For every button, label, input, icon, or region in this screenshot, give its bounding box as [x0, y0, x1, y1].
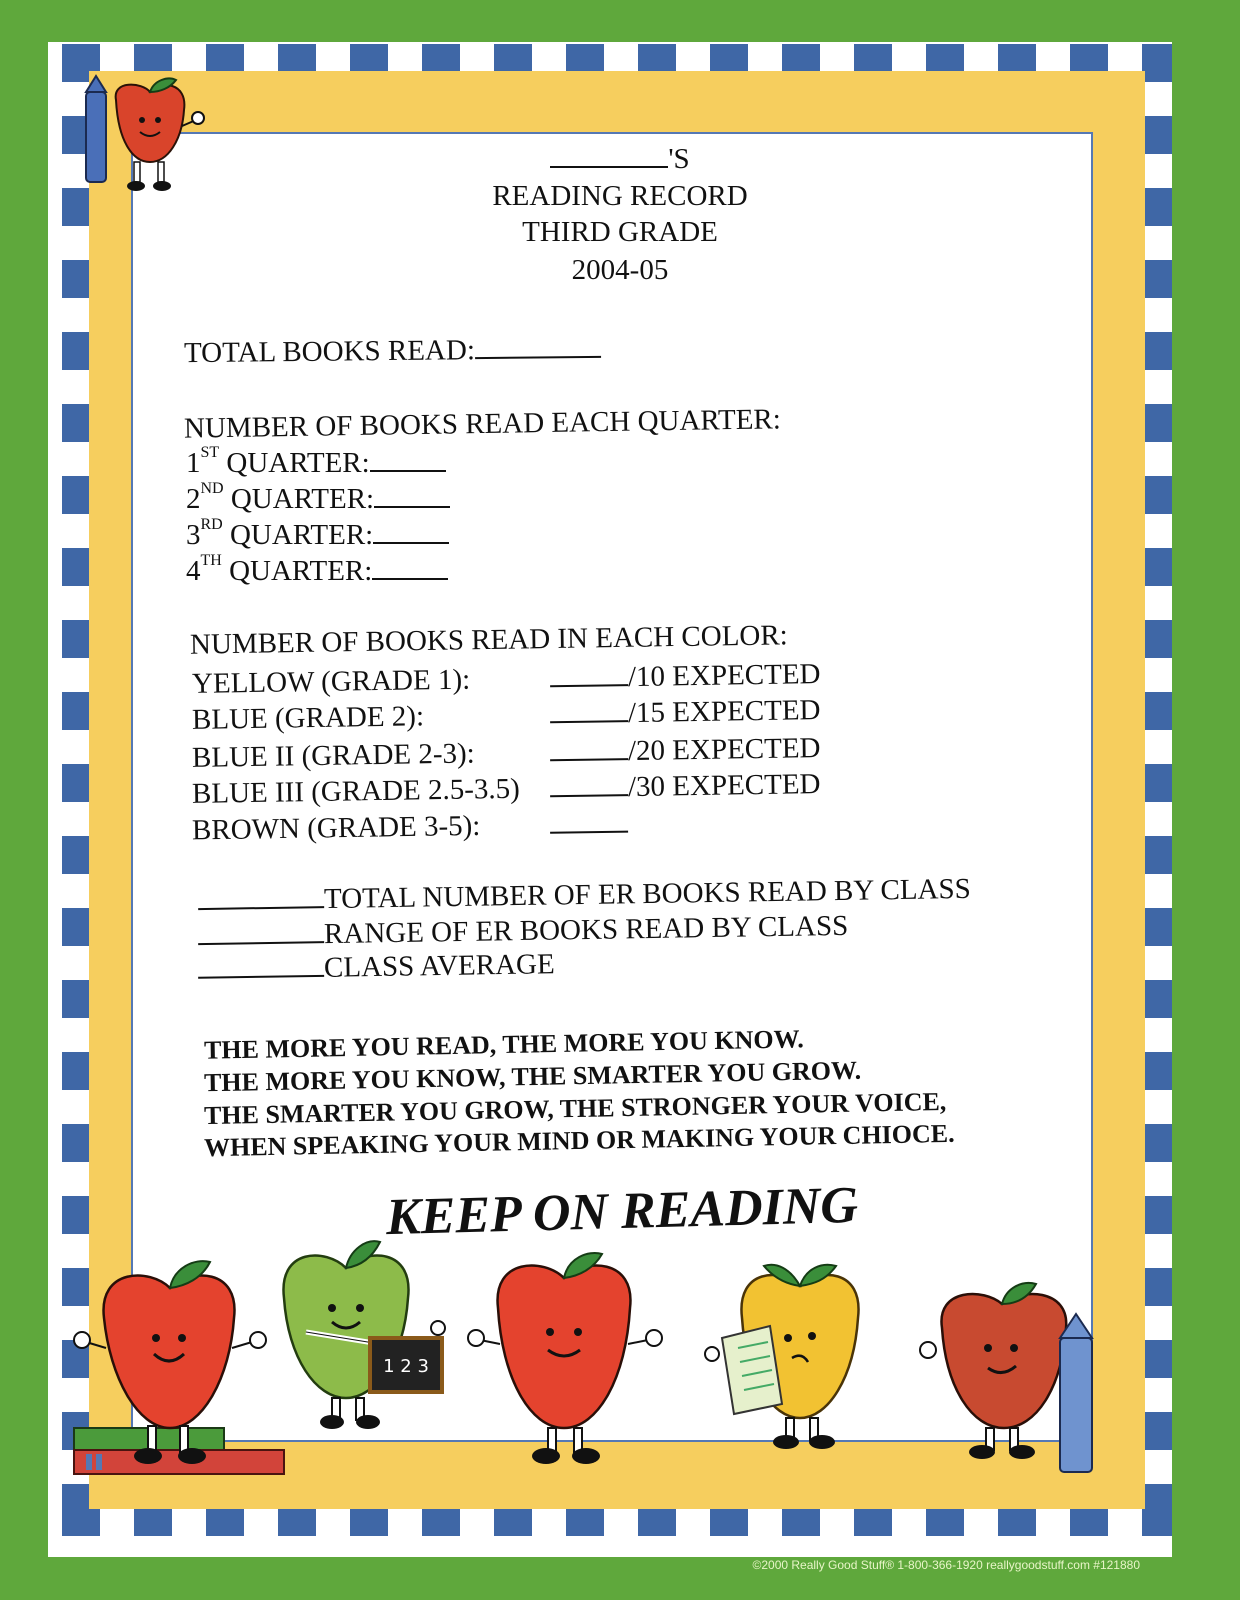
- green-apple-character: [283, 1241, 445, 1429]
- color-label: BLUE (GRADE 2):: [191, 700, 425, 736]
- quarter-row: [186, 446, 446, 480]
- color-blank: [550, 660, 628, 687]
- student-name-line: [360, 142, 880, 176]
- color-row: [192, 807, 628, 848]
- total-books-blank: [475, 332, 601, 359]
- quarter-number: 1: [186, 447, 201, 479]
- color-expected: /20 EXPECTED: [627, 732, 821, 768]
- quarter-ordinal: TH: [200, 552, 222, 569]
- class-stat-blank: [198, 951, 324, 979]
- colors-heading: NUMBER OF BOOKS READ IN EACH COLOR:: [189, 619, 788, 661]
- quarter-row: [186, 518, 449, 552]
- color-expected: /10 EXPECTED: [627, 658, 821, 694]
- class-stat-blank: [198, 917, 324, 945]
- apple-crayon-corner-illustration: [72, 70, 212, 200]
- poem-line: THE MORE YOU READ, THE MORE YOU KNOW.: [203, 1024, 804, 1065]
- class-stat-label: TOTAL NUMBER OF ER BOOKS READ BY CLASS: [323, 872, 971, 916]
- quarter-label: QUARTER:: [229, 555, 373, 587]
- red-apple-crayon-character: [920, 1283, 1092, 1472]
- quarter-ordinal: ST: [200, 444, 220, 461]
- color-blank: [550, 734, 628, 761]
- quarter-label: QUARTER:: [229, 519, 374, 551]
- keep-on-reading: KEEP ON READING: [385, 1176, 859, 1247]
- quarter-blank: [374, 482, 450, 508]
- page-title: READING RECORD: [492, 180, 748, 212]
- total-books-row: [184, 332, 601, 370]
- class-stat-label: CLASS AVERAGE: [323, 948, 555, 984]
- quarter-ordinal: RD: [200, 516, 223, 533]
- poem-line: WHEN SPEAKING YOUR MIND OR MAKING YOUR CHIOCE.: [203, 1118, 955, 1163]
- color-expected: /30 EXPECTED: [627, 768, 821, 804]
- quarter-blank: [372, 554, 448, 580]
- poem-line: THE MORE YOU KNOW, THE SMARTER YOU GROW.: [203, 1055, 862, 1098]
- quarter-blank: [370, 446, 446, 472]
- quarter-number: 2: [186, 483, 201, 515]
- color-label: BLUE III (GRADE 2.5-3.5): [191, 772, 521, 810]
- color-expected: /15 EXPECTED: [627, 694, 821, 730]
- color-blank: [550, 770, 628, 797]
- color-label: YELLOW (GRADE 1):: [191, 663, 471, 700]
- quarter-blank: [373, 518, 449, 544]
- quarter-label: QUARTER:: [230, 483, 375, 515]
- red-apple-character-2: [468, 1253, 662, 1464]
- apples-illustration-row: [70, 1228, 1150, 1498]
- quarter-row: [186, 554, 448, 588]
- quarter-row: [186, 482, 450, 516]
- class-stat-label: RANGE OF ER BOOKS READ BY CLASS: [323, 909, 849, 951]
- chalkboard-numbers: 1 2 3: [383, 1356, 429, 1377]
- yellow-apple-character: [705, 1265, 859, 1449]
- quarter-number: 3: [186, 519, 201, 551]
- grade-label: THIRD GRADE: [522, 216, 718, 248]
- name-blank: [550, 142, 668, 168]
- total-books-label: TOTAL BOOKS READ:: [183, 334, 476, 370]
- footer-copyright: ©2000 Really Good Stuff® 1-800-366-1920 reallygoodstuff.com #121880: [752, 1558, 1140, 1572]
- quarter-number: 4: [186, 555, 201, 587]
- quarter-ordinal: ND: [200, 480, 224, 497]
- poem-line: THE SMARTER YOU GROW, THE STRONGER YOUR VOICE,: [203, 1086, 947, 1131]
- quarter-label: QUARTER:: [226, 447, 370, 479]
- color-blank: [550, 696, 628, 723]
- color-label: BROWN (GRADE 3-5):: [191, 809, 481, 847]
- school-year: 2004-05: [571, 254, 669, 286]
- class-stat-row: [198, 947, 555, 987]
- name-suffix: 'S: [668, 143, 690, 175]
- class-stat-blank: [198, 882, 324, 910]
- color-label: BLUE II (GRADE 2-3):: [191, 737, 475, 774]
- color-blank: [550, 807, 628, 834]
- quarters-heading: NUMBER OF BOOKS READ EACH QUARTER:: [183, 403, 782, 445]
